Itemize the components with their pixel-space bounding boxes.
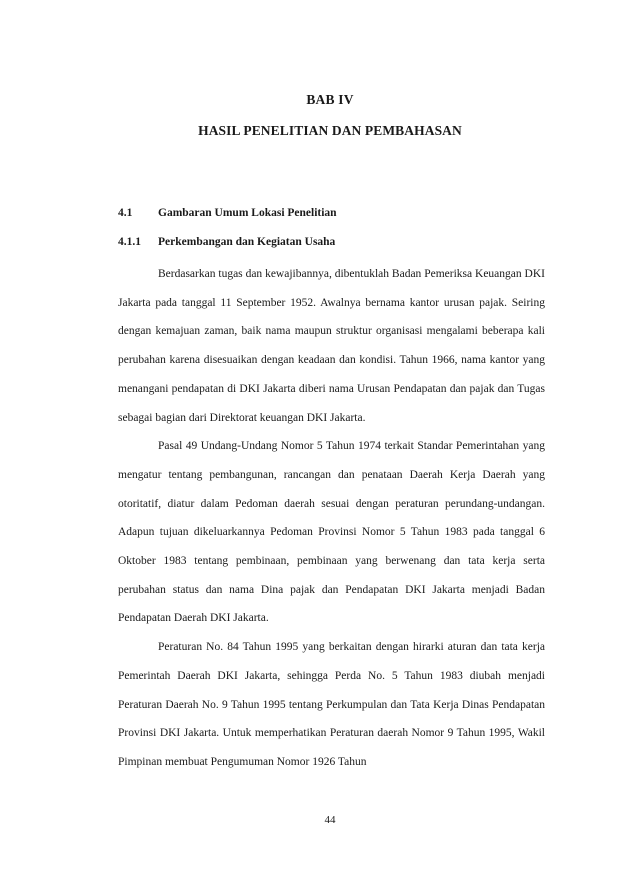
- section-title: Gambaran Umum Lokasi Penelitian: [158, 207, 337, 219]
- page-number: 44: [324, 814, 336, 826]
- section-number: 4.1: [118, 207, 133, 219]
- paragraph: Berdasarkan tugas dan kewajibannya, dibentuklah Badan Pemeriksa Keuangan DKI Jakarta pada tanggal 11 September 1952. Awalnya bernama kantor urusan pajak. Seiring dengan kemajuan zaman, baik nama maupun struktur organisasi mengalami beberapa kali perubahan karena disesuaikan dengan keadaan dan kondisi. Tahun 1966, nama kantor yang menangani pendapatan di DKI Jakarta diberi nama Urusan Pendapatan dan pajak dan Tugas sebagai bagian dari Direktorat keuangan DKI Jakarta.: [118, 268, 545, 424]
- paragraph: Pasal 49 Undang-Undang Nomor 5 Tahun 1974 terkait Standar Pemerintahan yang mengatur tentang pembangunan, rancangan dan penataan Daerah Kerja Daerah yang otoritatif, diatur dalam Pedoman daerah sesuai dengan peraturan perundang-undangan. Adapun tujuan dikeluarkannya Pedoman Provinsi Nomor 5 Tahun 1983 pada tanggal 6 Oktober 1983 tentang pembinaan, pembinaan yang berwenang dan tata kerja serta perubahan status dan nama Dina pajak dan Pendapatan DKI Jakarta menjadi Badan Pendapatan Daerah DKI Jakarta.: [118, 440, 545, 625]
- paragraph: Peraturan No. 84 Tahun 1995 yang berkaitan dengan hirarki aturan dan tata kerja Pemerintah Daerah DKI Jakarta, sehingga Perda No. 5 Tahun 1983 diubah menjadi Peraturan Daerah No. 9 Tahun 1995 tentang Perkumpulan dan Tata Kerja Dinas Pendapatan Provinsi DKI Jakarta. Untuk memperhatikan Peraturan daerah Nomor 9 Tahun 1995, Wakil Pimpinan membuat Pengumuman Nomor 1926 Tahun: [118, 641, 545, 768]
- chapter-title: HASIL PENELITIAN DAN PEMBAHASAN: [198, 123, 462, 138]
- subsection-heading: [118, 236, 335, 248]
- chapter-number: BAB IV: [306, 92, 354, 107]
- subsection-number: 4.1.1: [118, 236, 141, 248]
- body-text: [118, 260, 545, 777]
- subsection-title: Perkembangan dan Kegiatan Usaha: [158, 236, 336, 248]
- section-heading: [118, 207, 337, 219]
